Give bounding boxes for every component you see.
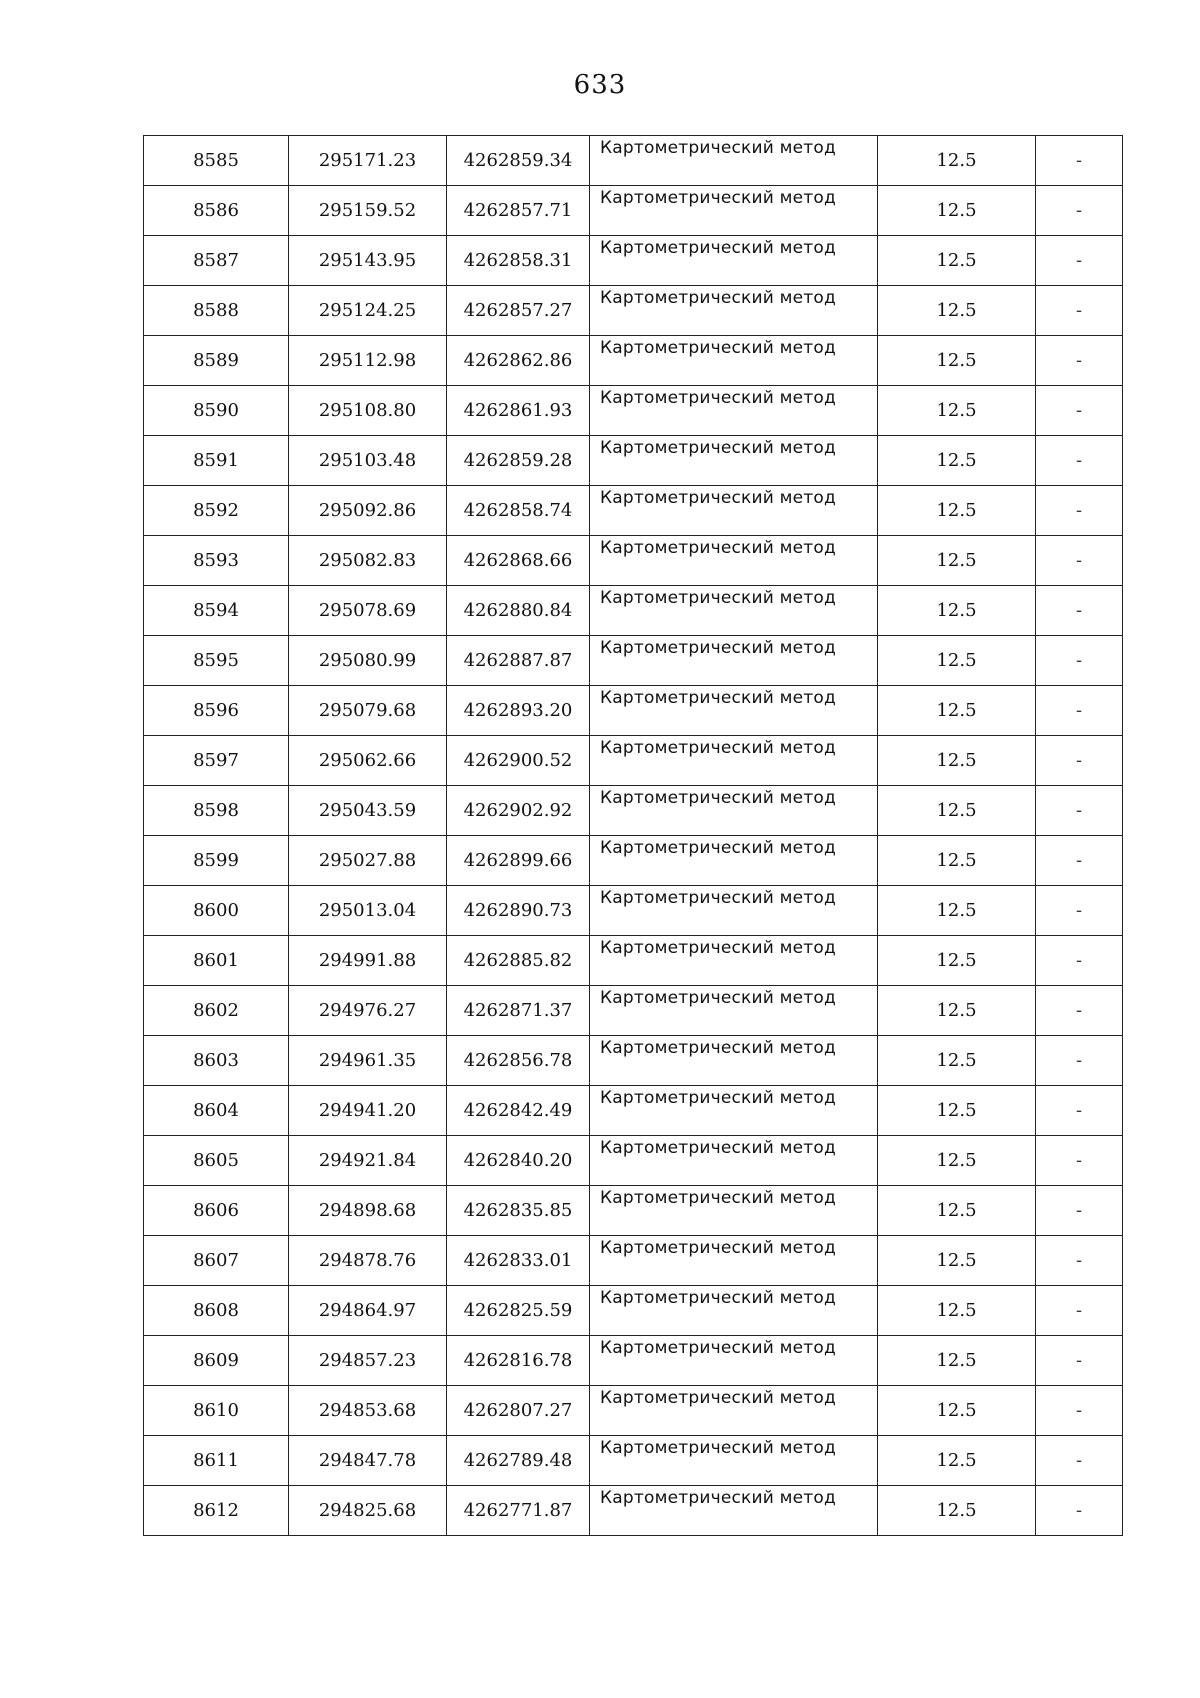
accuracy-cell: 12.5 [878,1236,1036,1286]
y-coordinate-cell: 4262789.48 [447,1436,590,1486]
point-number-cell: 8596 [144,686,289,736]
x-coordinate-cell: 295043.59 [289,786,447,836]
x-coordinate-cell: 294853.68 [289,1386,447,1436]
x-coordinate-cell: 294941.20 [289,1086,447,1136]
table-row [144,136,1123,186]
note-cell: - [1036,686,1123,736]
x-coordinate-cell: 294847.78 [289,1436,447,1486]
y-coordinate-cell: 4262902.92 [447,786,590,836]
note-cell: - [1036,436,1123,486]
table-row [144,1436,1123,1486]
table-row [144,586,1123,636]
note-cell: - [1036,786,1123,836]
y-coordinate-cell: 4262857.71 [447,186,590,236]
table-row [144,286,1123,336]
method-cell: Картометрический метод [590,986,878,1036]
x-coordinate-cell: 295159.52 [289,186,447,236]
table-row [144,886,1123,936]
table-row [144,986,1123,1036]
method-cell: Картометрический метод [590,1136,878,1186]
table-row [144,1086,1123,1136]
x-coordinate-cell: 295171.23 [289,136,447,186]
point-number-cell: 8593 [144,536,289,586]
y-coordinate-cell: 4262859.34 [447,136,590,186]
point-number-cell: 8598 [144,786,289,836]
x-coordinate-cell: 294921.84 [289,1136,447,1186]
y-coordinate-cell: 4262887.87 [447,636,590,686]
point-number-cell: 8587 [144,236,289,286]
method-cell: Картометрический метод [590,536,878,586]
point-number-cell: 8607 [144,1236,289,1286]
method-cell: Картометрический метод [590,736,878,786]
x-coordinate-cell: 295080.99 [289,636,447,686]
point-number-cell: 8602 [144,986,289,1036]
table-row [144,1186,1123,1236]
table-row [144,686,1123,736]
note-cell: - [1036,136,1123,186]
note-cell: - [1036,486,1123,536]
accuracy-cell: 12.5 [878,936,1036,986]
point-number-cell: 8585 [144,136,289,186]
note-cell: - [1036,1186,1123,1236]
table-row [144,936,1123,986]
accuracy-cell: 12.5 [878,236,1036,286]
y-coordinate-cell: 4262885.82 [447,936,590,986]
point-number-cell: 8589 [144,336,289,386]
note-cell: - [1036,1486,1123,1536]
y-coordinate-cell: 4262861.93 [447,386,590,436]
method-cell: Картометрический метод [590,386,878,436]
table-row [144,1386,1123,1436]
y-coordinate-cell: 4262858.74 [447,486,590,536]
method-cell: Картометрический метод [590,586,878,636]
accuracy-cell: 12.5 [878,486,1036,536]
x-coordinate-cell: 294864.97 [289,1286,447,1336]
point-number-cell: 8590 [144,386,289,436]
point-number-cell: 8606 [144,1186,289,1236]
point-number-cell: 8588 [144,286,289,336]
method-cell: Картометрический метод [590,136,878,186]
note-cell: - [1036,186,1123,236]
table-row [144,786,1123,836]
table-row [144,636,1123,686]
table-row [144,486,1123,536]
note-cell: - [1036,886,1123,936]
point-number-cell: 8586 [144,186,289,236]
point-number-cell: 8600 [144,886,289,936]
note-cell: - [1036,386,1123,436]
table-row [144,1236,1123,1286]
note-cell: - [1036,636,1123,686]
table-row [144,1136,1123,1186]
method-cell: Картометрический метод [590,1086,878,1136]
accuracy-cell: 12.5 [878,386,1036,436]
point-number-cell: 8610 [144,1386,289,1436]
point-number-cell: 8605 [144,1136,289,1186]
note-cell: - [1036,1386,1123,1436]
note-cell: - [1036,1086,1123,1136]
y-coordinate-cell: 4262833.01 [447,1236,590,1286]
table-row [144,536,1123,586]
table-row [144,186,1123,236]
accuracy-cell: 12.5 [878,1036,1036,1086]
note-cell: - [1036,1336,1123,1386]
accuracy-cell: 12.5 [878,436,1036,486]
table-row [144,1336,1123,1386]
accuracy-cell: 12.5 [878,1186,1036,1236]
y-coordinate-cell: 4262816.78 [447,1336,590,1386]
x-coordinate-cell: 295078.69 [289,586,447,636]
x-coordinate-cell: 294961.35 [289,1036,447,1086]
x-coordinate-cell: 295079.68 [289,686,447,736]
x-coordinate-cell: 294976.27 [289,986,447,1036]
accuracy-cell: 12.5 [878,1286,1036,1336]
accuracy-cell: 12.5 [878,586,1036,636]
table-row [144,336,1123,386]
y-coordinate-cell: 4262840.20 [447,1136,590,1186]
y-coordinate-cell: 4262890.73 [447,886,590,936]
accuracy-cell: 12.5 [878,1136,1036,1186]
y-coordinate-cell: 4262856.78 [447,1036,590,1086]
y-coordinate-cell: 4262858.31 [447,236,590,286]
table-row [144,236,1123,286]
table-row [144,836,1123,886]
table-row [144,386,1123,436]
method-cell: Картометрический метод [590,1386,878,1436]
point-number-cell: 8612 [144,1486,289,1536]
method-cell: Картометрический метод [590,186,878,236]
method-cell: Картометрический метод [590,836,878,886]
point-number-cell: 8609 [144,1336,289,1386]
x-coordinate-cell: 294898.68 [289,1186,447,1236]
table-row [144,1286,1123,1336]
y-coordinate-cell: 4262871.37 [447,986,590,1036]
y-coordinate-cell: 4262857.27 [447,286,590,336]
table-row [144,1486,1123,1536]
accuracy-cell: 12.5 [878,1336,1036,1386]
method-cell: Картометрический метод [590,936,878,986]
table-row [144,436,1123,486]
y-coordinate-cell: 4262807.27 [447,1386,590,1436]
note-cell: - [1036,286,1123,336]
accuracy-cell: 12.5 [878,886,1036,936]
accuracy-cell: 12.5 [878,1086,1036,1136]
note-cell: - [1036,586,1123,636]
note-cell: - [1036,836,1123,886]
y-coordinate-cell: 4262771.87 [447,1486,590,1536]
y-coordinate-cell: 4262880.84 [447,586,590,636]
note-cell: - [1036,1436,1123,1486]
method-cell: Картометрический метод [590,786,878,836]
method-cell: Картометрический метод [590,1436,878,1486]
method-cell: Картометрический метод [590,1486,878,1536]
note-cell: - [1036,1036,1123,1086]
accuracy-cell: 12.5 [878,836,1036,886]
accuracy-cell: 12.5 [878,136,1036,186]
method-cell: Картометрический метод [590,1286,878,1336]
accuracy-cell: 12.5 [878,686,1036,736]
accuracy-cell: 12.5 [878,336,1036,386]
accuracy-cell: 12.5 [878,736,1036,786]
method-cell: Картометрический метод [590,1336,878,1386]
table-row [144,1036,1123,1086]
y-coordinate-cell: 4262842.49 [447,1086,590,1136]
note-cell: - [1036,236,1123,286]
y-coordinate-cell: 4262862.86 [447,336,590,386]
point-number-cell: 8608 [144,1286,289,1336]
accuracy-cell: 12.5 [878,1486,1036,1536]
point-number-cell: 8603 [144,1036,289,1086]
method-cell: Картометрический метод [590,436,878,486]
method-cell: Картометрический метод [590,286,878,336]
x-coordinate-cell: 295108.80 [289,386,447,436]
point-number-cell: 8601 [144,936,289,986]
x-coordinate-cell: 294991.88 [289,936,447,986]
accuracy-cell: 12.5 [878,186,1036,236]
y-coordinate-cell: 4262868.66 [447,536,590,586]
note-cell: - [1036,736,1123,786]
note-cell: - [1036,1286,1123,1336]
coordinates-table [143,135,1123,1536]
x-coordinate-cell: 294878.76 [289,1236,447,1286]
y-coordinate-cell: 4262900.52 [447,736,590,786]
note-cell: - [1036,336,1123,386]
point-number-cell: 8599 [144,836,289,886]
point-number-cell: 8591 [144,436,289,486]
coordinates-table-body [144,136,1123,1536]
note-cell: - [1036,536,1123,586]
method-cell: Картометрический метод [590,886,878,936]
method-cell: Картометрический метод [590,486,878,536]
method-cell: Картометрический метод [590,1236,878,1286]
x-coordinate-cell: 294825.68 [289,1486,447,1536]
method-cell: Картометрический метод [590,1186,878,1236]
x-coordinate-cell: 295082.83 [289,536,447,586]
accuracy-cell: 12.5 [878,1386,1036,1436]
accuracy-cell: 12.5 [878,636,1036,686]
y-coordinate-cell: 4262893.20 [447,686,590,736]
x-coordinate-cell: 295112.98 [289,336,447,386]
accuracy-cell: 12.5 [878,986,1036,1036]
note-cell: - [1036,1236,1123,1286]
x-coordinate-cell: 294857.23 [289,1336,447,1386]
method-cell: Картометрический метод [590,686,878,736]
point-number-cell: 8594 [144,586,289,636]
table-row [144,736,1123,786]
method-cell: Картометрический метод [590,1036,878,1086]
note-cell: - [1036,936,1123,986]
x-coordinate-cell: 295124.25 [289,286,447,336]
point-number-cell: 8597 [144,736,289,786]
point-number-cell: 8595 [144,636,289,686]
y-coordinate-cell: 4262899.66 [447,836,590,886]
x-coordinate-cell: 295013.04 [289,886,447,936]
point-number-cell: 8604 [144,1086,289,1136]
accuracy-cell: 12.5 [878,786,1036,836]
x-coordinate-cell: 295092.86 [289,486,447,536]
point-number-cell: 8592 [144,486,289,536]
note-cell: - [1036,1136,1123,1186]
page-number: 633 [573,70,627,100]
x-coordinate-cell: 295143.95 [289,236,447,286]
y-coordinate-cell: 4262859.28 [447,436,590,486]
x-coordinate-cell: 295062.66 [289,736,447,786]
accuracy-cell: 12.5 [878,286,1036,336]
note-cell: - [1036,986,1123,1036]
accuracy-cell: 12.5 [878,1436,1036,1486]
method-cell: Картометрический метод [590,636,878,686]
method-cell: Картометрический метод [590,236,878,286]
accuracy-cell: 12.5 [878,536,1036,586]
x-coordinate-cell: 295027.88 [289,836,447,886]
y-coordinate-cell: 4262835.85 [447,1186,590,1236]
x-coordinate-cell: 295103.48 [289,436,447,486]
point-number-cell: 8611 [144,1436,289,1486]
y-coordinate-cell: 4262825.59 [447,1286,590,1336]
method-cell: Картометрический метод [590,336,878,386]
